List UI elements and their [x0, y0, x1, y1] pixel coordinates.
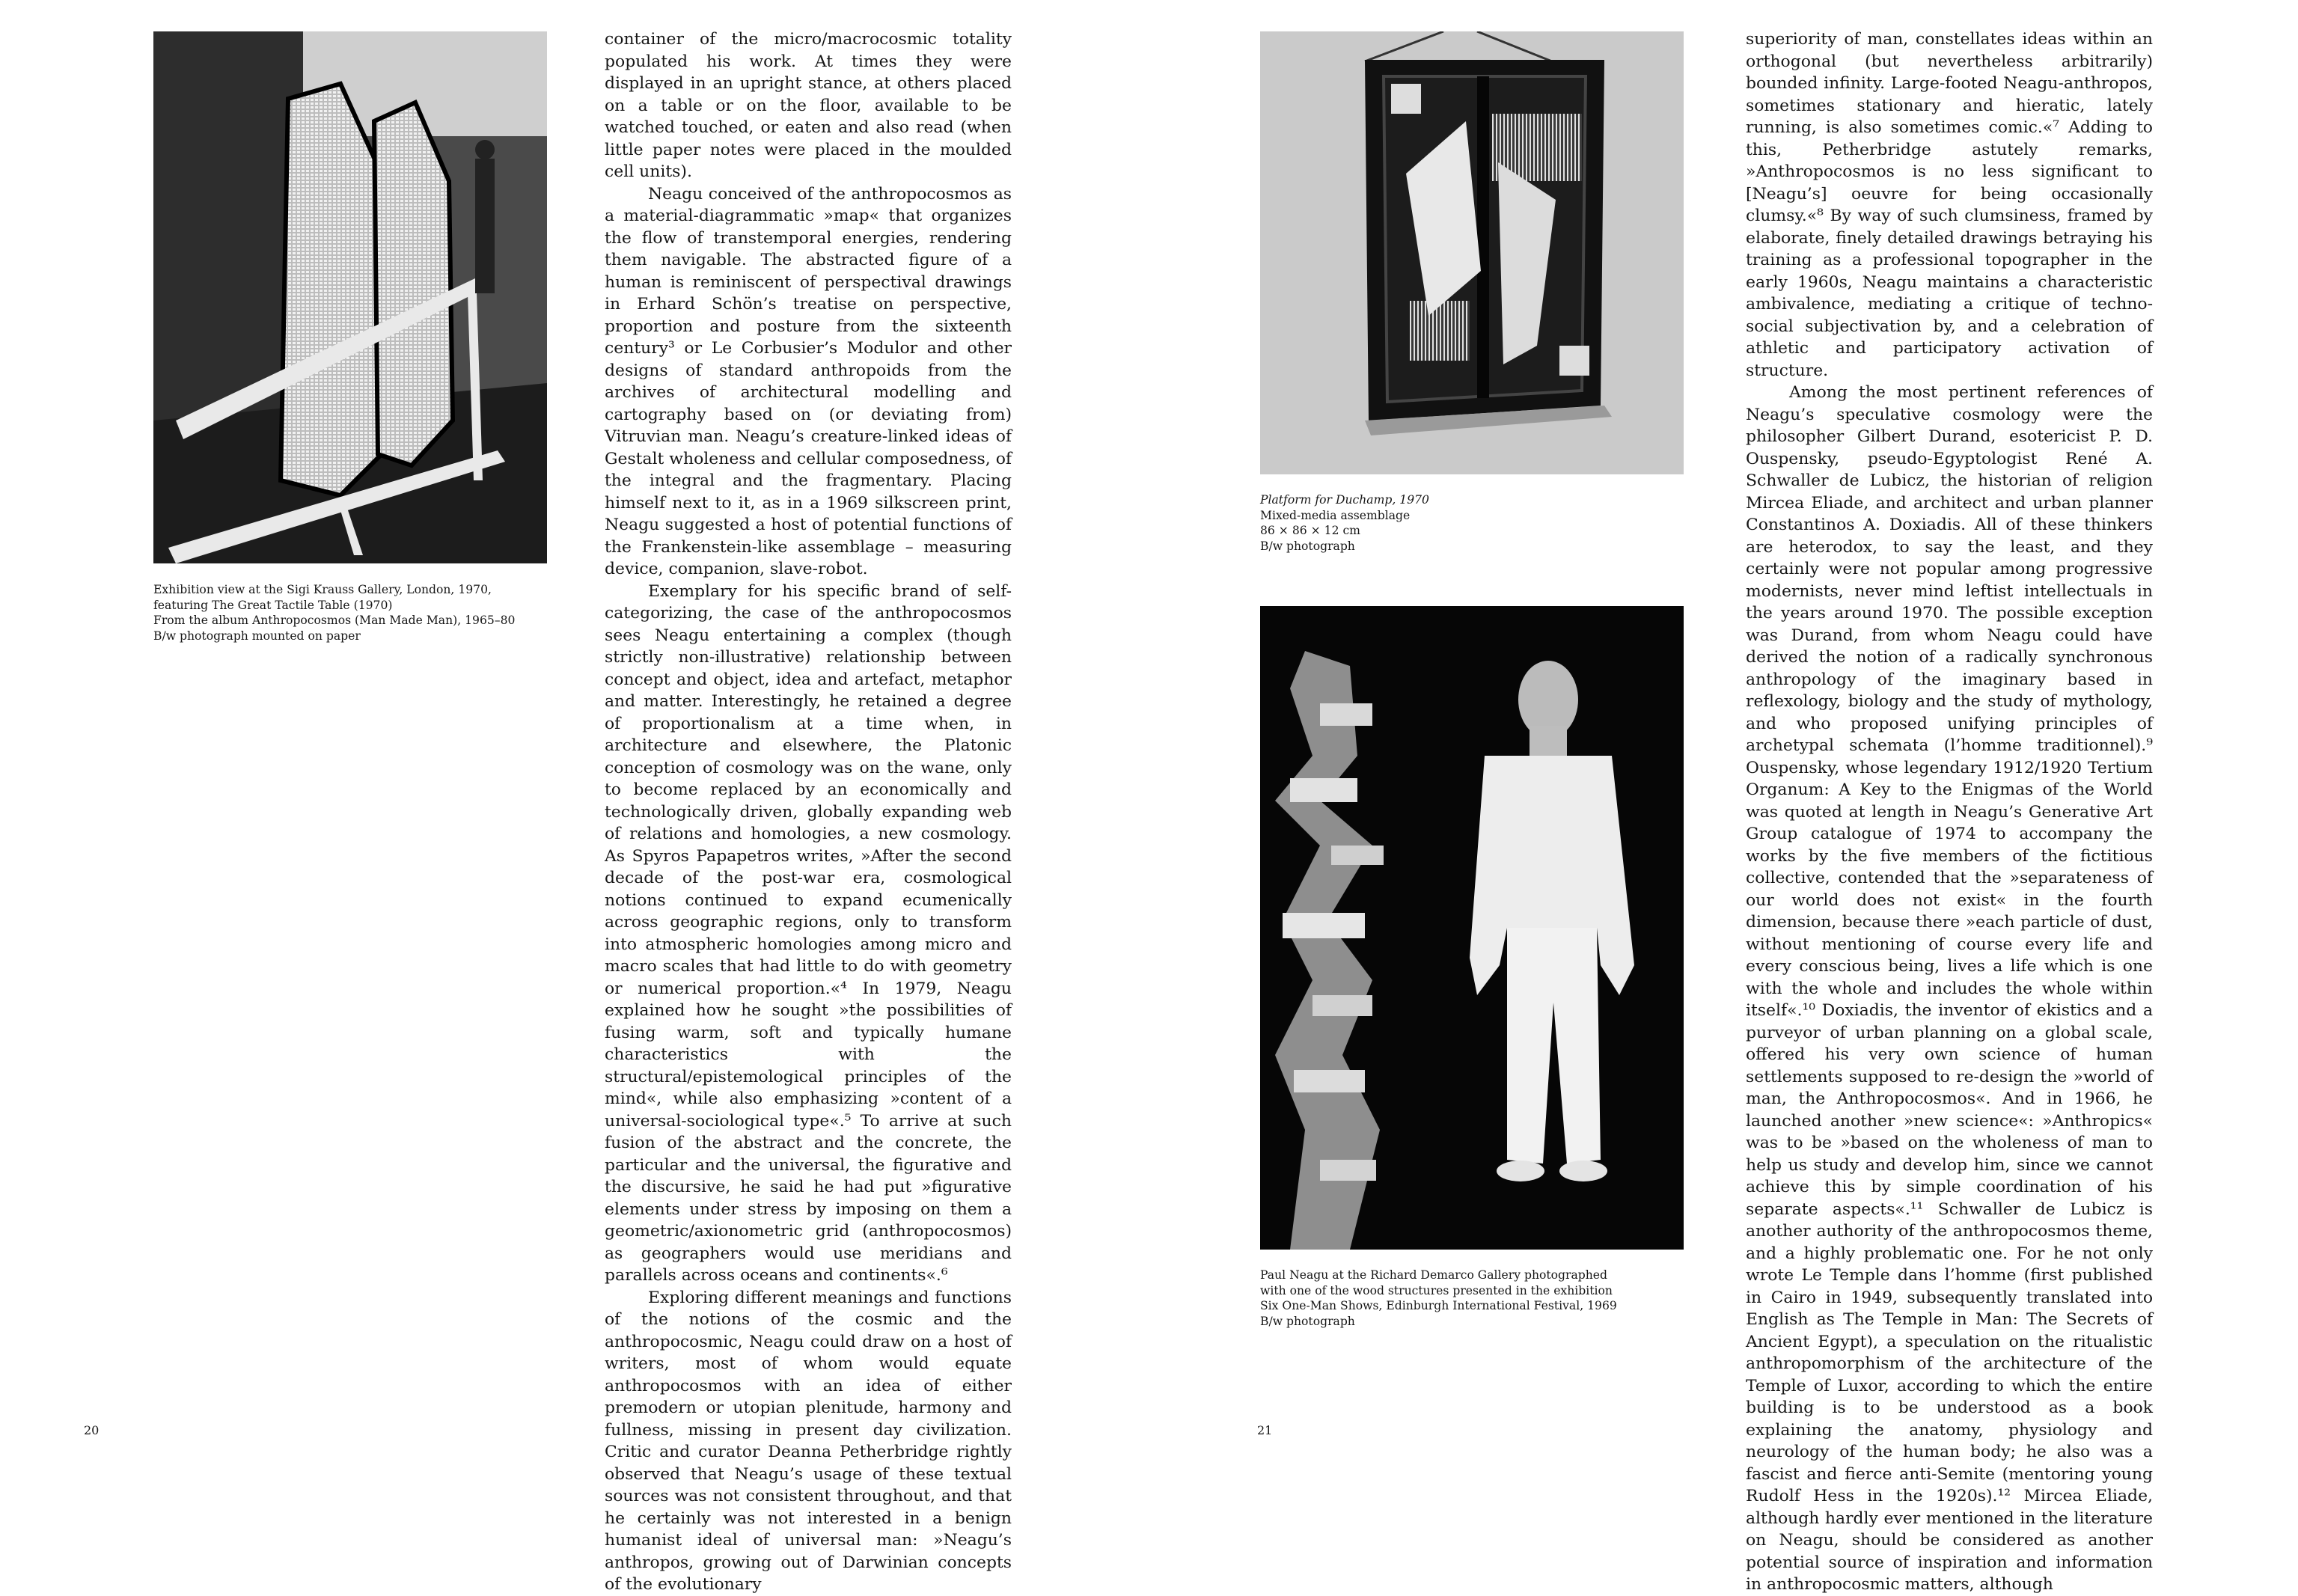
caption-line: Platform for Duchamp, 1970 [1260, 493, 1429, 507]
caption-line: From the album Anthropocosmos (Man Made Man), 1965–80 [153, 614, 516, 628]
right-text-column [1746, 28, 2153, 1596]
assemblage-photo-caption [1260, 492, 1679, 554]
exhibition-photo-icon [153, 31, 547, 563]
page-number-right: 21 [1257, 1423, 1273, 1437]
left-text-column [605, 28, 1012, 1596]
caption-line: Paul Neagu at the Richard Demarco Gallery photographed [1260, 1268, 1607, 1282]
exhibition-photo-caption [153, 582, 557, 643]
paragraph: Exploring different meanings and functions of the notions of the cosmic and the anthropocosmic, Neagu could draw on a host of writers, most of whom would equate anthropocosmos with an idea of either premodern or utopian plenitude, harmony and fullness, missing in present day civilization. Critic and curator Deanna Petherbridge rightly observed that Neagu’s usage of these textual sources was not consistent throughout, and that he certainly was not interested in a benign humanist ideal of universal man: »Neagu’s anthropos, growing out of Darwinian concepts of the evolutionary [605, 1288, 1012, 1594]
caption-line: B/w photograph [1260, 1314, 1355, 1328]
assemblage-photo [1260, 31, 1684, 474]
caption-line: Six One-Man Shows, Edinburgh International Festival, 1969 [1260, 1299, 1617, 1313]
paragraph: container of the micro/macrocosmic totality populated his work. At times they were displayed in an upright stance, at others placed on a table or on the floor, available to be watched touched, or eaten and also read (when little paper notes were placed in the moulded cell units). [605, 30, 1012, 181]
caption-line: with one of the wood structures presented in the exhibition [1260, 1283, 1613, 1297]
page-number-left: 20 [84, 1423, 100, 1437]
portrait-photo [1260, 606, 1684, 1250]
caption-line: B/w photograph [1260, 539, 1355, 553]
assemblage-photo-icon [1260, 31, 1684, 474]
paragraph: Neagu conceived of the anthropocosmos as a material-diagrammatic »map« that organizes the flow of transtemporal energies, rendering them navigable. The abstracted figure of a human is reminiscent of perspectival drawings in Erhard Schön’s treatise on perspective, proportion and posture from the sixteenth century³ or Le Corbusier’s Modulor and other designs of standard anthropoids from the archives of architectural modelling and cartography based on (or deviating from) Vitruvian man. Neagu’s creature-linked ideas of Gestalt wholeness and cellular composedness, of the integral and the fragmentary. Placing himself next to it, as in a 1969 silkscreen print, Neagu suggested a host of potential functions of the Frankenstein-like assemblage – measuring device, companion, slave-robot. [605, 184, 1012, 578]
caption-line: Mixed-media assemblage [1260, 508, 1411, 522]
caption-line: B/w photograph mounted on paper [153, 629, 361, 643]
paragraph: superiority of man, constellates ideas within an orthogonal (but nevertheless arbitrarily) bounded infinity. Large-footed Neagu-anthropos, sometimes stationary and hieratic, lately running, is also sometimes comic.«⁷ Adding to this, Petherbridge astutely remarks, »Anthropocosmos is no less significant to [Neagu’s] oeuvre for being occasionally clumsy.«⁸ By way of such clumsiness, framed by elaborate, finely detailed drawings betraying his training as a professional topographer in the early 1960s, Neagu maintains a characteristic ambivalence, mediating a critique of techno-social subjectivation by, and a celebration of athletic and participatory activation of structure. [1746, 30, 2153, 380]
exhibition-photo [153, 31, 547, 563]
caption-line: 86 × 86 × 12 cm [1260, 524, 1360, 538]
portrait-photo-caption [1260, 1268, 1694, 1329]
paragraph: Exemplary for his specific brand of self-categorizing, the case of the anthropocosmos sees Neagu entertaining a complex (though strictly non-illustrative) relationship between concept and object, idea and artefact, metaphor and matter. Interestingly, he retained a degree of proportionalism at a time when, in architecture and elsewhere, the Platonic conception of cosmology was on the wane, only to become replaced by an economically and technologically driven, globally expanding web of relations and homologies, a new cosmology. As Spyros Papapetros writes, »After the second decade of the post-war era, cosmological notions continued to expand ecumenically across geographic regions, only to transform into atmospheric homologies among micro and macro scales that had little to do with geometry or numerical proportion.«⁴ In 1979, Neagu explained how he sought »the possibilities of fusing warm, soft and typically humane characteristics with the structural/epistemological principles of the mind«, while also emphasizing »content of a universal-sociological type«.⁵ To arrive at such fusion of the abstract and the concrete, the particular and the universal, the figurative and the discursive, he said he had put »figurative elements under stress by imposing on them a geometric/axionometric grid (anthropocosmos) as geographers would use meridians and parallels across oceans and continents«.⁶ [605, 581, 1012, 1285]
paragraph: Among the most pertinent references of Neagu’s speculative cosmology were the philosopher Gilbert Durand, esotericist P. D. Ouspensky, pseudo-Egyptologist René A. Schwaller de Lubicz, the historian of religion Mircea Eliade, and architect and urban planner Constantinos A. Doxiadis. All of these thinkers are heterodox, to say the least, and they certainly were not popular among progressive modernists, never mind leftist intellectuals in the years around 1970. The possible exception was Durand, from whom Neagu could have derived the notion of a radically synchronous anthropology of the imaginary based in reflexology, biology and the study of mythology, and who proposed unifying principles of archetypal schemata (l’homme traditionnel).⁹ Ouspensky, whose legendary 1912/1920 Tertium Organum: A Key to the Enigmas of the World was quoted at length in Neagu’s Generative Art Group catalogue of 1974 to accompany the works by the five members of the fictitious collective, contended that the »separateness of our world does not exist« in the fourth dimension, because there »each particle of dust, without mentioning of course every life and every conscious being, lives a life which is one with the whole and includes the whole within itself«.¹⁰ Doxiadis, the inventor of ekistics and a purveyor of urban planning on a global scale, offered his very own science of human settlements supposed to re-design the »world of man, the Anthropocosmos«. And in 1966, he launched another »new science«: »Anthropics« was to be »based on the wholeness of man to help us study and develop him, since we cannot achieve this by simple coordination of his separate aspects«.¹¹ Schwaller de Lubicz is another authority of the anthropocosmos theme, and a highly problematic one. For he not only wrote Le Temple dans l’homme (first published in Cairo in 1949, subsequently translated into English as The Temple in Man: The Secrets of Ancient Egypt), a speculation on the ritualistic anthropomorphism of the architecture of the Temple of Luxor, according to which the entire building is to be understood as a book explaining the anatomy, physiology and neurology of the human body; he also was a fascist and fierce anti-Semite (mentoring young Rudolf Hess in the 1920s).¹² Mircea Eliade, although hardly ever mentioned in the literature on Neagu, should be considered as another potential source of inspiration and information in anthropocosmic matters, although [1746, 383, 2153, 1594]
portrait-photo-icon [1260, 606, 1684, 1250]
caption-line: Exhibition view at the Sigi Krauss Gallery, London, 1970, [153, 583, 492, 596]
caption-line: featuring The Great Tactile Table (1970) [153, 598, 393, 612]
